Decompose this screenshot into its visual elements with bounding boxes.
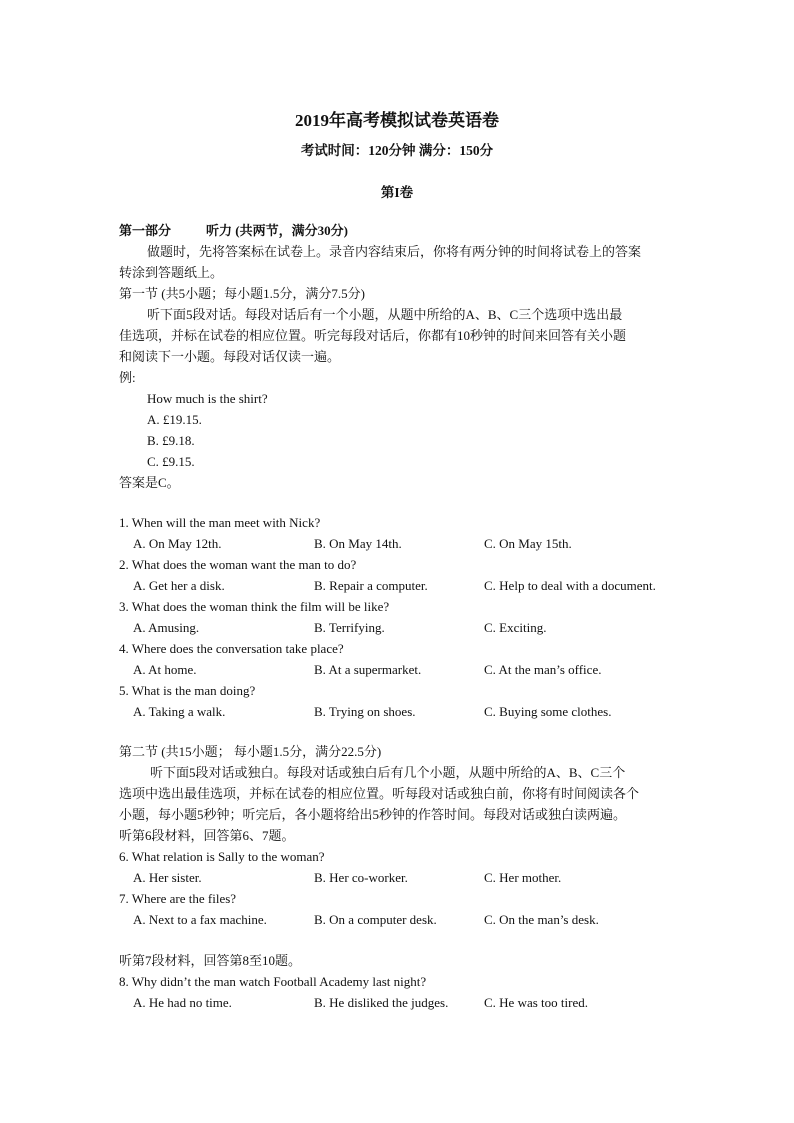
option-a: A. Next to a fax machine. bbox=[133, 912, 267, 927]
example-answer: 答案是C。 bbox=[119, 475, 180, 490]
question-text: 1. When will the man meet with Nick? bbox=[119, 515, 321, 530]
question-text: 4. Where does the conversation take place? bbox=[119, 641, 344, 656]
option-a: A. Amusing. bbox=[133, 620, 200, 635]
option-c: C. On May 15th. bbox=[484, 536, 572, 551]
section1-instruction-line: 佳选项，并标在试卷的相应位置。听完每段对话后，你都有10秒钟的时间来回答有关小题 bbox=[119, 328, 627, 343]
volume-heading: 第I卷 bbox=[380, 185, 414, 200]
option-b: B. At a supermarket. bbox=[314, 662, 422, 677]
option-b: B. Her co-worker. bbox=[314, 870, 408, 885]
option-c: C. Help to deal with a document. bbox=[484, 578, 656, 593]
example-question: How much is the shirt? bbox=[147, 391, 268, 406]
option-b: B. On a computer desk. bbox=[314, 912, 437, 927]
part1-heading-title: 听力 (共两节，满分30分) bbox=[206, 223, 348, 238]
material-instruction: 听第6段材料，回答第6、7题。 bbox=[119, 828, 295, 843]
option-c: C. At the man’s office. bbox=[484, 662, 602, 677]
section2-heading: 第二节 (共15小题； 每小题1.5分，满分22.5分) bbox=[119, 744, 382, 759]
exam-title: 2019年高考模拟试卷英语卷 bbox=[295, 111, 499, 130]
question-text: 8. Why didn’t the man watch Football Academy last night? bbox=[119, 974, 427, 989]
question-text: 6. What relation is Sally to the woman? bbox=[119, 849, 325, 864]
part1-intro-line: 做题时，先将答案标在试卷上。录音内容结束后，你将有两分钟的时间将试卷上的答案 bbox=[147, 244, 642, 259]
option-b: B. He disliked the judges. bbox=[314, 995, 449, 1010]
part1-intro-line: 转涂到答题纸上。 bbox=[119, 265, 224, 280]
option-a: A. Taking a walk. bbox=[133, 704, 226, 719]
question-text: 5. What is the man doing? bbox=[119, 683, 256, 698]
example-option: A. £19.15. bbox=[147, 412, 202, 427]
question-text: 7. Where are the files? bbox=[119, 891, 237, 906]
option-c: C. Buying some clothes. bbox=[484, 704, 612, 719]
option-c: C. Exciting. bbox=[484, 620, 547, 635]
option-b: B. On May 14th. bbox=[314, 536, 402, 551]
exam-subtitle: 考试时间：120分钟 满分：150分 bbox=[300, 143, 494, 158]
option-b: B. Repair a computer. bbox=[314, 578, 428, 593]
section2-instruction-line: 小题，每小题5秒钟；听完后，各小题将给出5秒钟的作答时间。每段对话或独白读两遍。 bbox=[119, 807, 627, 822]
option-c: C. On the man’s desk. bbox=[484, 912, 599, 927]
option-c: C. He was too tired. bbox=[484, 995, 588, 1010]
option-b: B. Terrifying. bbox=[314, 620, 385, 635]
option-a: A. He had no time. bbox=[133, 995, 232, 1010]
example-label: 例: bbox=[119, 370, 136, 385]
section1-instruction-line: 听下面5段对话。每段对话后有一个小题，从题中所给的A、B、C三个选项中选出最 bbox=[147, 307, 623, 322]
material-instruction: 听第7段材料，回答第8至10题。 bbox=[119, 953, 302, 968]
option-a: A. At home. bbox=[133, 662, 197, 677]
section2-instruction-line: 听下面5段对话或独白。每段对话或独白后有几个小题，从题中所给的A、B、C三个 bbox=[150, 765, 626, 780]
option-b: B. Trying on shoes. bbox=[314, 704, 416, 719]
section2-instruction-line: 选项中选出最佳选项，并标在试卷的相应位置。听每段对话或独白前，你将有时间阅读各个 bbox=[119, 786, 640, 801]
question-text: 3. What does the woman think the film will be like? bbox=[119, 599, 390, 614]
option-a: A. Get her a disk. bbox=[133, 578, 225, 593]
part1-heading-label: 第一部分 bbox=[119, 223, 172, 238]
option-a: A. On May 12th. bbox=[133, 536, 222, 551]
section1-heading: 第一节 (共5小题；每小题1.5分，满分7.5分) bbox=[119, 286, 365, 301]
example-option: B. £9.18. bbox=[147, 433, 195, 448]
question-text: 2. What does the woman want the man to do? bbox=[119, 557, 357, 572]
option-a: A. Her sister. bbox=[133, 870, 202, 885]
option-c: C. Her mother. bbox=[484, 870, 562, 885]
example-option: C. £9.15. bbox=[147, 454, 195, 469]
section1-instruction-line: 和阅读下一小题。每段对话仅读一遍。 bbox=[119, 349, 341, 364]
